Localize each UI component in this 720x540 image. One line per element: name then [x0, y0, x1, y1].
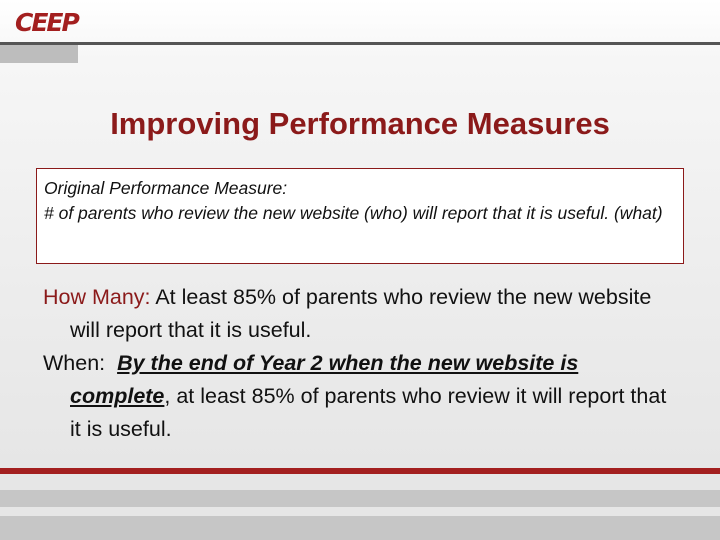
ceep-logo: CEEP — [15, 8, 78, 37]
how-many-paragraph — [43, 281, 673, 347]
how-many-label: How Many: — [43, 285, 151, 309]
original-measure-heading: Original Performance Measure: — [44, 178, 288, 198]
footer-stripe-lower — [0, 516, 720, 540]
header-gray-block — [0, 45, 78, 63]
footer-red-rule — [0, 468, 720, 474]
original-measure-text: # of parents who review the new website (who) will report that it is useful. (what) — [44, 203, 663, 223]
how-many-text: At least 85% of parents who review the new website will report that it is useful. — [70, 285, 652, 342]
when-emphasis: By the end of Year 2 when the new website is complete — [70, 351, 579, 408]
improved-measure-body — [43, 281, 673, 446]
when-label: When: — [43, 351, 106, 375]
slide-title: Improving Performance Measures — [110, 106, 610, 141]
header-rule — [0, 42, 720, 45]
when-paragraph — [43, 347, 673, 446]
footer-stripe-upper — [0, 490, 720, 507]
original-measure-box — [36, 168, 684, 264]
when-rest: , at least 85% of parents who review it will report that it is useful. — [70, 384, 667, 441]
